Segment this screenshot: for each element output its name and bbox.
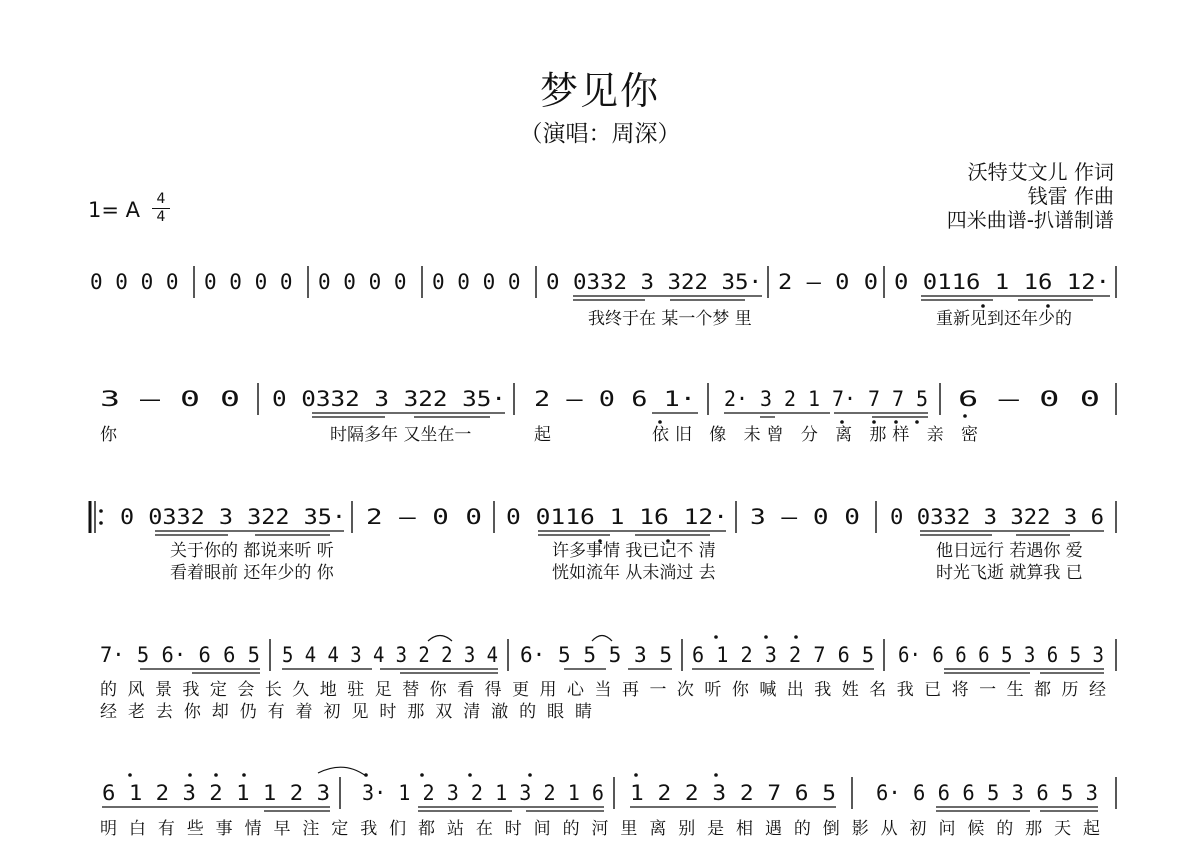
system-4 — [100, 635, 1116, 722]
measure-6: 2 — 0 0 — [778, 270, 878, 294]
measure-18: 7· 5 6· 6 6 5 — [100, 643, 260, 667]
low-octave-dot — [658, 420, 662, 424]
measure-9: 0 0332 3 322 35· — [272, 387, 506, 411]
time-signature-top: 4 — [156, 191, 166, 207]
lyric-line: 时光飞逝 就算我 已 — [936, 563, 1083, 583]
high-octave-dot — [214, 773, 218, 777]
measure-4: 0 0 0 0 — [432, 270, 521, 294]
high-octave-dot — [242, 773, 246, 777]
high-octave-dot — [420, 773, 424, 777]
measure-2: 0 0 0 0 — [204, 270, 293, 294]
key-signature: 1= A — [88, 198, 140, 222]
lyric-line: 依旧 像 未曾 分 离 那样 亲 密 — [652, 425, 978, 445]
lyric-line: 我终于在 某一个梦 里 — [588, 309, 752, 329]
measure-21: 6 1 2 3 2 7 6 5 — [692, 643, 874, 667]
low-octave-dot — [981, 304, 985, 308]
low-octave-dot — [872, 420, 876, 424]
high-octave-dot — [188, 773, 192, 777]
performer-subtitle: （演唱：周深） — [519, 121, 681, 147]
lyric-line: 起 — [534, 425, 551, 445]
lyric-line: 恍如流年 从未淌过 去 — [552, 563, 716, 583]
high-octave-dot — [468, 773, 472, 777]
measure-15: 0 0116 1 16 12· — [506, 505, 728, 529]
high-octave-dot — [528, 773, 532, 777]
measure-24: 3· 1 2 3 2 1 3 2 1 6 — [362, 781, 604, 805]
measure-7: 0 0116 1 16 12· — [894, 270, 1110, 294]
lyric-line: 关于你的 都说来听 听 — [170, 541, 334, 561]
measure-25: 1 2 2 3 2 7 6 5 — [630, 781, 836, 805]
high-octave-dot — [634, 773, 638, 777]
measure-13: 0 0332 3 322 35· — [120, 505, 346, 529]
high-octave-dot — [794, 635, 798, 639]
system-2 — [100, 383, 1116, 445]
measure-8: 3 — 0 0 — [100, 387, 240, 411]
system-3 — [90, 501, 1116, 583]
lyric-line: 重新见到还年少的 — [936, 309, 1072, 329]
tie — [428, 636, 452, 642]
repeat-dot — [99, 521, 103, 525]
system-1 — [90, 266, 1116, 329]
high-octave-dot — [364, 773, 368, 777]
lyricist-credit: 沃特艾文儿 作词 — [967, 160, 1114, 184]
measure-5: 0 0332 3 322 35· — [546, 270, 762, 294]
lyric-line-verse1: 的 风 景 我 定 会 长 久 地 驻 足 替 你 看 得 更 用 心 当 再 一 次 听 你 喊 出 我 姓 名 我 已 将 一 生 都 历 经 — [100, 680, 1107, 700]
time-signature-bottom: 4 — [156, 209, 166, 225]
measure-3: 0 0 0 0 — [318, 270, 407, 294]
transcriber-credit: 四米曲谱-扒谱制谱 — [946, 208, 1114, 232]
tie — [592, 636, 612, 642]
measure-14: 2 — 0 0 — [366, 505, 482, 529]
low-octave-dot — [1046, 304, 1050, 308]
measure-26: 6· 6 6 6 5 3 6 5 3 — [876, 781, 1098, 805]
measure-12: 6 — 0 0 — [958, 387, 1100, 411]
measure-16: 3 — 0 0 — [750, 505, 860, 529]
low-octave-dot — [894, 420, 898, 424]
lyric-line: 看着眼前 还年少的 你 — [170, 563, 334, 583]
low-octave-dot — [915, 420, 919, 424]
lyric-line: 你 — [100, 425, 117, 445]
tie — [318, 767, 366, 776]
measure-11: 2· 3 2 1 7· 7 7 5 — [724, 387, 928, 411]
measure-22: 6· 6 6 6 5 3 6 5 3 — [898, 643, 1104, 667]
high-octave-dot — [714, 773, 718, 777]
high-octave-dot — [128, 773, 132, 777]
measure-17: 0 0332 3 322 3 6 — [890, 505, 1104, 529]
measure-10: 2 — 0 6 1· — [534, 387, 696, 411]
lyric-line: 他日远行 若遇你 爱 — [936, 541, 1083, 561]
high-octave-dot — [714, 635, 718, 639]
lyric-line: 许多事情 我已记不 清 — [552, 541, 716, 561]
lyric-line: 时隔多年 又坐在一 — [330, 425, 472, 445]
song-title: 梦见你 — [539, 69, 660, 113]
high-octave-dot — [764, 635, 768, 639]
repeat-dot — [99, 509, 103, 513]
low-octave-dot — [840, 420, 844, 424]
measure-23: 6 1 2 3 2 1 1 2 3 — [102, 781, 330, 805]
measure-1: 0 0 0 0 — [90, 270, 179, 294]
measure-20: 6· 5 5 5 3 5 — [520, 643, 672, 667]
system-5 — [100, 767, 1116, 839]
lyric-line-verse2: 经 老 去 你 却 仍 有 着 初 见 时 那 双 清 澈 的 眼 睛 — [100, 702, 592, 722]
low-octave-dot — [963, 414, 967, 418]
composer-credit: 钱雷 作曲 — [1027, 184, 1114, 208]
measure-19: 5 4 4 3 4 3 2 2 3 4 — [282, 643, 498, 667]
lyric-line: 明 白 有 些 事 情 早 注 定 我 们 都 站 在 时 间 的 河 里 离 别 是 相 遇 的 倒 影 从 初 问 候 的 那 天 起 — [100, 819, 1100, 839]
